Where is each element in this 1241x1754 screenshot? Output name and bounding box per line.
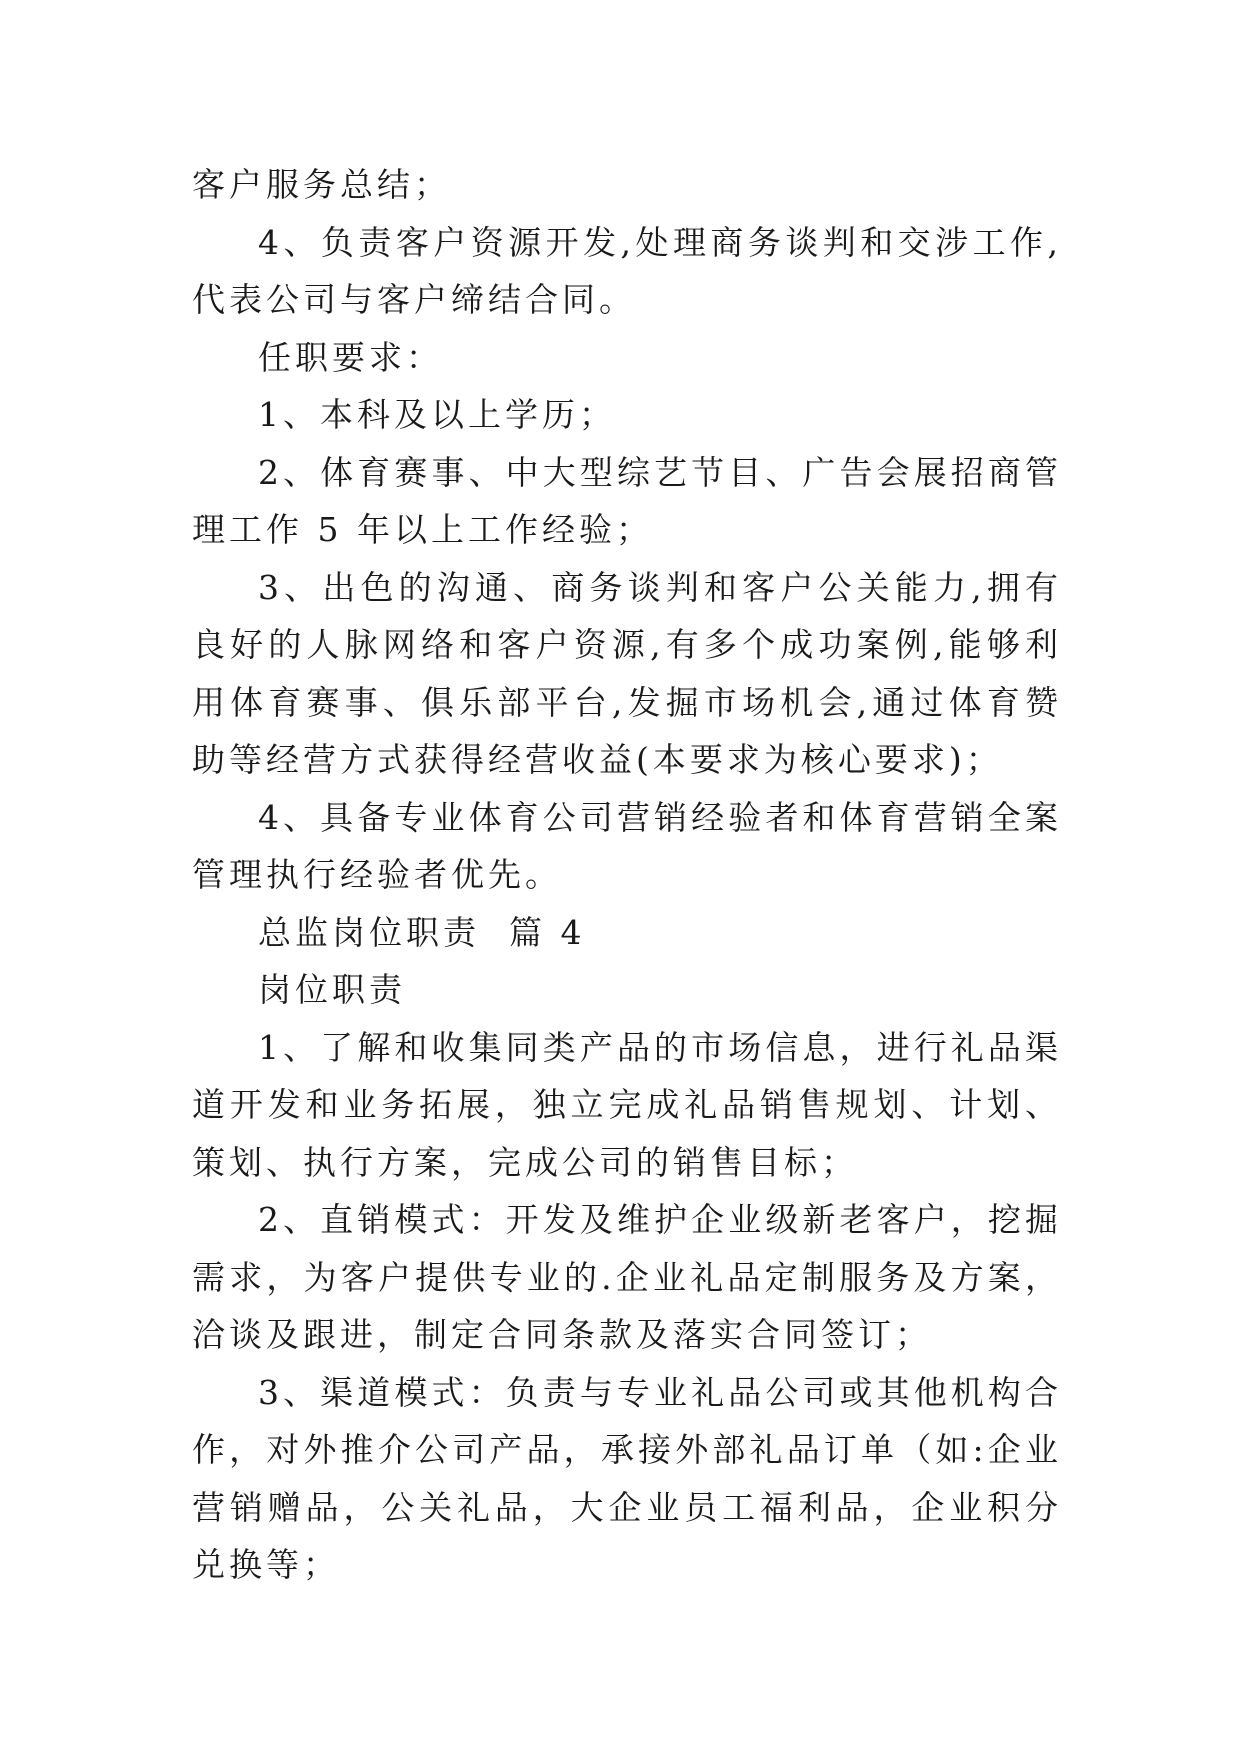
paragraph-duty-4: 4、负责客户资源开发,处理商务谈判和交涉工作,代表公司与客户缔结合同。	[192, 222, 1062, 319]
paragraph-requirement-3: 3、出色的沟通、商务谈判和客户公关能力,拥有良好的人脉网络和客户资源,有多个成功案例,能够利用体育赛事、俱乐部平台,发掘市场机会,通过体育赞助等经营方式获得经营收益(本要求为核心要求)；	[192, 567, 1062, 779]
paragraph-requirement-4: 4、具备专业体育公司营销经验者和体育营销全案管理执行经验者优先。	[192, 797, 1062, 894]
paragraph-requirement-2: 2、体育赛事、中大型综艺节目、广告会展招商管理工作 5 年以上工作经验；	[192, 452, 1062, 549]
section-title: 总监岗位职责 篇 4	[258, 912, 586, 952]
heading-duties: 岗位职责	[258, 970, 406, 1009]
paragraph-duty-1: 1、了解和收集同类产品的市场信息，进行礼品渠道开发和业务拓展，独立完成礼品销售规划、计划、策划、执行方案，完成公司的销售目标；	[192, 1027, 1062, 1182]
document-body	[192, 156, 1062, 1594]
paragraph-continuation: 客户服务总结；	[192, 165, 451, 204]
paragraph-requirement-1: 1、本科及以上学历；	[258, 395, 616, 434]
paragraph-duty-2: 2、直销模式：开发及维护企业级新老客户，挖掘需求，为客户提供专业的.企业礼品定制服务及方案，洽谈及跟进，制定合同条款及落实合同签订；	[192, 1200, 1062, 1354]
heading-requirements: 任职要求：	[258, 337, 443, 377]
paragraph-duty-3: 3、渠道模式：负责与专业礼品公司或其他机构合作，对外推介公司产品，承接外部礼品订单（如:企业营销赠品，公关礼品，大企业员工福利品，企业积分兑换等；	[192, 1372, 1062, 1584]
